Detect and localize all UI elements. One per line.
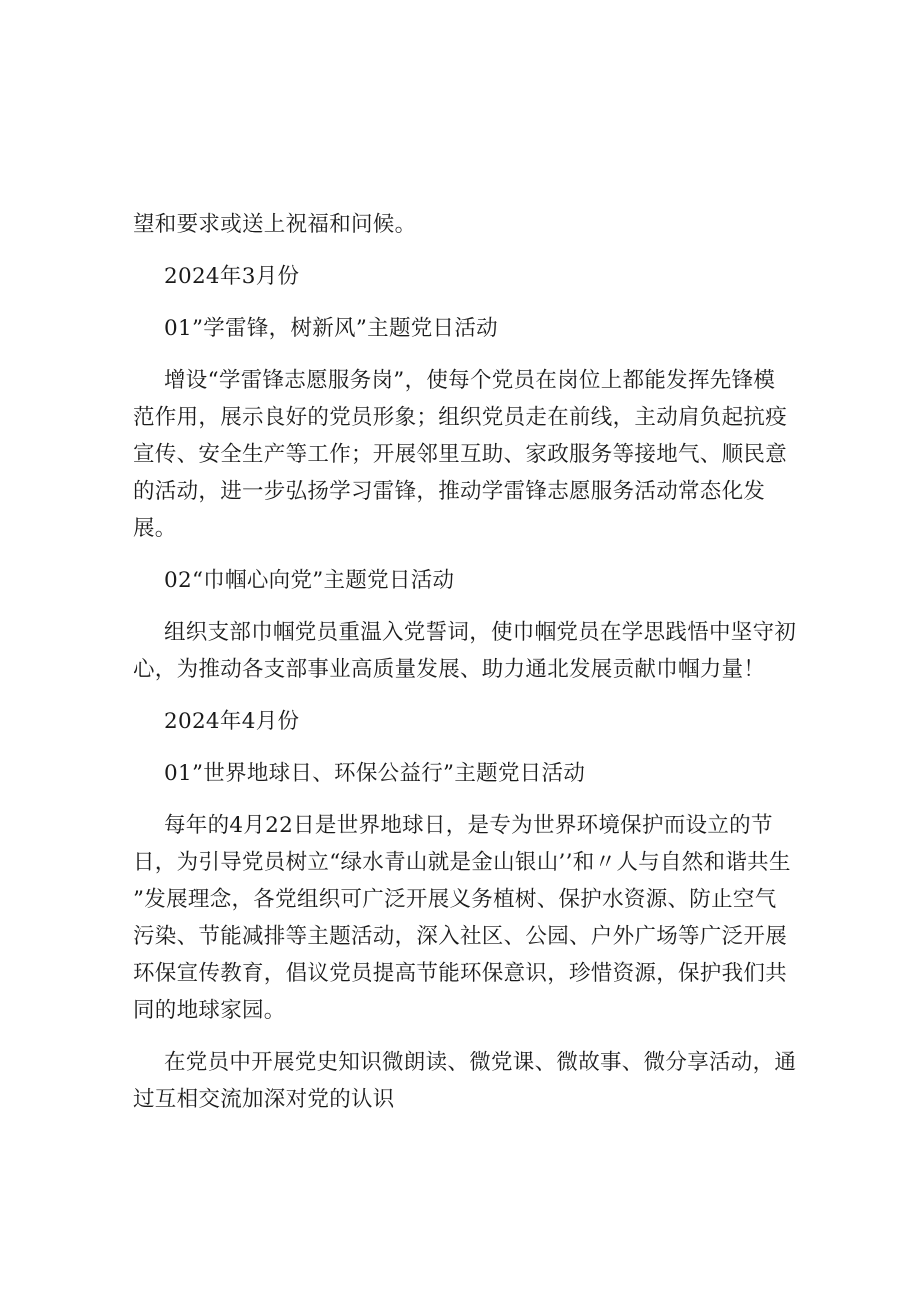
paragraph-line: 的活动，进一步弘扬学习雷锋，推动学雷锋志愿服务活动常态化发	[133, 479, 766, 504]
paragraph-april-01	[133, 807, 793, 1029]
paragraph-line: 日，为引导党员树立“绿水青山就是金山银山’’和〃人与自然和谐共生	[133, 850, 791, 875]
activity-title-march-01: 01”学雷锋，树新风”主题党日活动	[164, 316, 498, 341]
paragraph-line: 展。	[133, 516, 177, 541]
paragraph-march-01	[133, 362, 793, 547]
paragraph-line: 在党员中开展党史知识微朗读、微党课、微故事、微分享活动，通	[164, 1050, 797, 1075]
paragraph-line: 宣传、安全生产等工作；开展邻里互助、家政服务等接地气、顺民意	[133, 442, 788, 467]
paragraph-line: 心，为推动各支部事业高质量发展、助力通北发展贡献巾帼力量！	[133, 657, 766, 682]
month-heading-april: 2024年4月份	[164, 709, 300, 734]
paragraph-line: ”发展理念，各党组织可广泛开展义务植树、保护水资源、防止空气	[133, 887, 777, 912]
paragraph-line: 每年的4月22日是世界地球日，是专为世界环境保护而设立的节	[164, 813, 773, 838]
activity-title-april-01: 01”世界地球日、环保公益行”主题党日活动	[164, 761, 586, 786]
paragraph-april-02	[133, 1044, 797, 1118]
continuation-text: 望和要求或送上祝福和问候。	[133, 212, 417, 237]
paragraph-line: 增设“学雷锋志愿服务岗”，使每个党员在岗位上都能发挥先锋模	[164, 368, 776, 393]
activity-title-march-02: 02“巾帼心向党”主题党日活动	[164, 568, 455, 593]
paragraph-march-02	[133, 614, 797, 688]
paragraph-line: 范作用，展示良好的党员形象；组织党员走在前线，主动肩负起抗疫	[133, 405, 788, 430]
paragraph-line: 同的地球家园。	[133, 998, 286, 1023]
month-heading-march: 2024年3月份	[164, 264, 300, 289]
paragraph-line: 环保宣传教育，倡议党员提高节能环保意识，珍惜资源，保护我们共	[133, 961, 788, 986]
document-body	[133, 206, 797, 1118]
paragraph-line: 组织支部巾帼党员重温入党誓词，使巾帼党员在学思践悟中坚守初	[164, 620, 797, 645]
paragraph-line: 过互相交流加深对党的认识	[133, 1087, 395, 1112]
paragraph-line: 污染、节能减排等主题活动，深入社区、公园、户外广场等广泛开展	[133, 924, 788, 949]
